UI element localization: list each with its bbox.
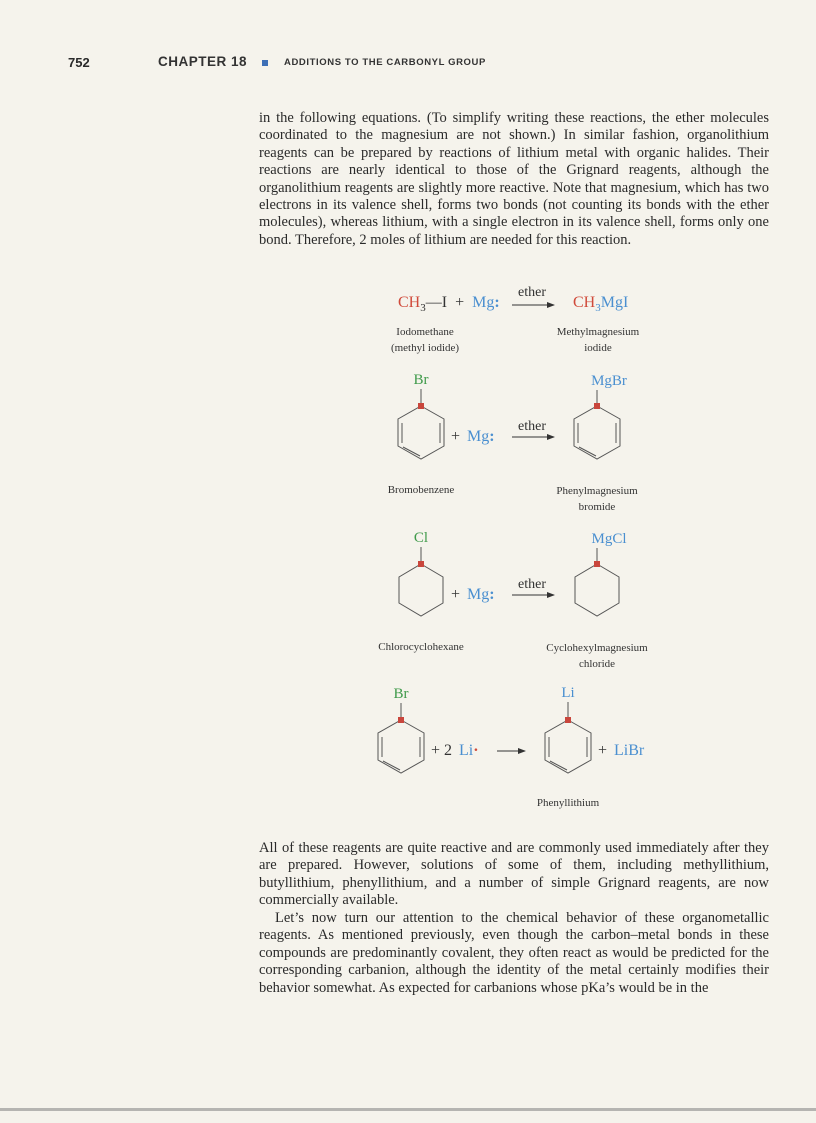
carbon-marker [594, 403, 600, 409]
product-name: Phenylmagnesium [556, 485, 638, 497]
page-number: 752 [68, 55, 90, 70]
svg-text:+ LiBr: + LiBr [598, 742, 645, 759]
magnesium-chloride-label: MgCl [591, 531, 627, 547]
page-bottom-rule [0, 1108, 816, 1111]
carbon-marker [398, 717, 404, 723]
product-name-2: chloride [578, 658, 616, 670]
magnesium-bromide-label: MgBr [591, 373, 627, 389]
paragraph-availability: All of these reagents are quite reactive and are commonly used immediately after they are prepared. However, solutions of some of them, including methyllithium, butyllithium, phenyllithium, and a number of simple Grignard reagents, are now commercially available. [259, 840, 769, 909]
reaction-methyl [391, 285, 640, 354]
magnesium-label: Mg [467, 428, 490, 445]
product-name: Phenyllithium [536, 797, 600, 809]
product-name: Methylmagnesium [556, 326, 640, 338]
svg-text:CH3—I + Mg:: $CH_3—I$ + Mg: [398, 294, 500, 314]
benzene-ring [378, 720, 424, 773]
lithium-product-label: Li [561, 685, 575, 701]
chapter-title: ADDITIONS TO THE CARBONYL GROUP [284, 57, 486, 68]
bromine-label: Br [393, 686, 409, 702]
product-carbon: CH [573, 294, 596, 311]
reactant-carbon: CH [398, 294, 421, 311]
paragraph-intro: in the following equations. (To simplify writing these reactions, the ether molecules coordinated to the magnesium are not shown.) In similar fashion, organolithium reagents can be prepared by reactions of lithium metal with organic halides. Their reactions are nearly identical to those of the Grignard reagents, although the organolithium reagents are slightly more reactive. Note that magnesium, which has two electrons in its valence shell, forms two bonds (not counting its bonds with the ether molecules), whereas lithium, with a single electron in its valence shell, forms only one bond. Therefore, 2 moles of lithium are needed for this reaction. [259, 110, 769, 248]
benzene-ring [574, 406, 620, 459]
benzene-ring [545, 720, 591, 773]
bromine-label: Br [413, 372, 429, 388]
reactant-name: Bromobenzene [387, 484, 455, 496]
reaction-cyclohexyl [378, 530, 648, 670]
arrow-label: ether [518, 285, 546, 300]
carbon-marker [565, 717, 571, 723]
reactant-name: Chlorocyclohexane [378, 641, 464, 653]
lithium-bromide-label: LiBr [614, 742, 645, 759]
svg-text:CH3MgI: $CH_3MgI$ [573, 294, 629, 314]
reactant-name-alt: (methyl iodide) [390, 342, 460, 354]
arrow-label: ether [518, 577, 546, 592]
cyclohexane-ring [575, 564, 619, 616]
product-name-2: bromide [578, 501, 616, 513]
svg-text:+ Mg:: + Mg: [451, 586, 495, 603]
magnesium-label: Mg [467, 586, 490, 603]
reactant-name: Iodomethane [396, 326, 454, 338]
product-name-2: iodide [584, 342, 612, 354]
product-name: Cyclohexylmagnesium [546, 642, 648, 654]
arrow-label: ether [518, 419, 546, 434]
carbon-marker [418, 403, 424, 409]
lithium-label: Li [459, 742, 474, 759]
svg-text:+ 2 Li·: + 2 Li· [431, 742, 479, 759]
chapter-label: CHAPTER 18 [158, 54, 248, 69]
carbon-marker [418, 561, 424, 567]
magnesium-label: Mg [472, 294, 495, 311]
svg-text:+ Mg:: + Mg: [451, 428, 495, 445]
reaction-phenyl [388, 372, 638, 513]
carbon-marker [594, 561, 600, 567]
chlorine-label: Cl [413, 530, 429, 546]
benzene-ring [398, 406, 444, 459]
reaction-lithium [378, 685, 645, 809]
cyclohexane-ring [399, 564, 443, 616]
paragraph-behavior: Let’s now turn our attention to the chemical behavior of these organometallic reagents. As mentioned previously, even though the carbon–metal bonds in these compounds are predominantly covalent, they often react as would be predicted for the corresponding carbanion, although the identity of the metal certainly modifies their behavior somewhat. As expected for carbanions whose pKa’s would be in the [259, 910, 769, 996]
